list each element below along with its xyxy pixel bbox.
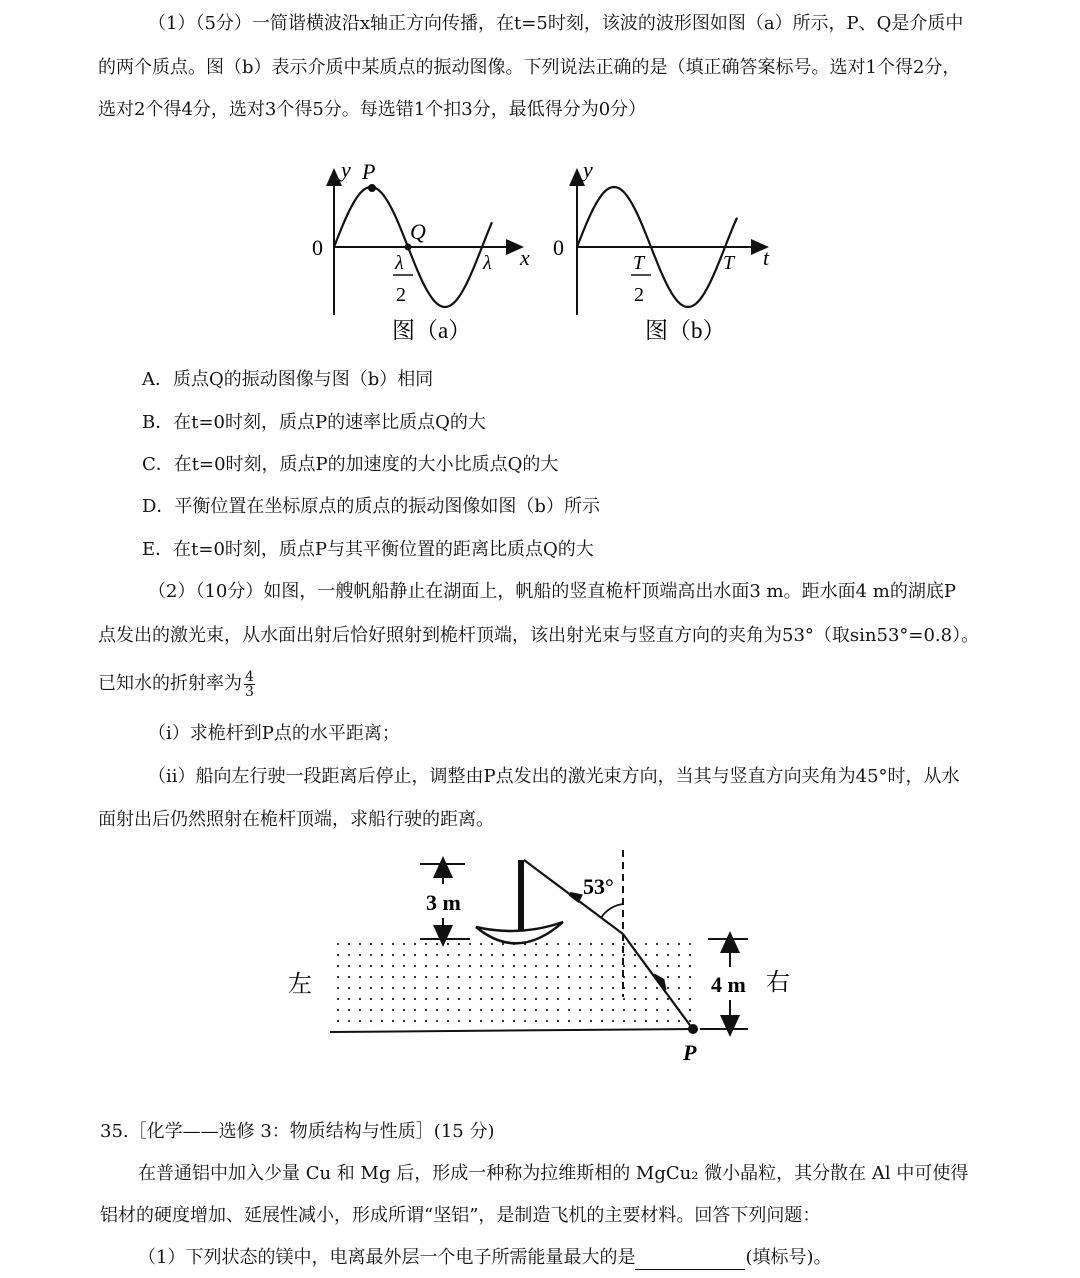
lambda-label: λ: [483, 252, 492, 274]
y-label-a: y: [341, 157, 351, 182]
fraction-numerator: 4: [245, 668, 254, 685]
q35-sub-1-text: （1）下列状态的镁中，电离最外层一个电子所需能量最大的是: [138, 1247, 636, 1268]
boat-laser-figure: [280, 842, 800, 1070]
q2-line-1: （2）（10分）如图，一艘帆船静止在湖面上，帆船的竖直桅杆顶端高出水面3 m。距水面4 m的湖底P: [148, 581, 956, 602]
option-e: E．在t=0时刻，质点P与其平衡位置的距离比质点Q的大: [142, 539, 594, 560]
water-region: [330, 937, 695, 1030]
right-label: 右: [766, 970, 790, 996]
q1-line-3: 选对2个得4分，选对3个得5分。每选错1个扣3分，最低得分为0分）: [98, 99, 647, 120]
wave-figure-a: [300, 155, 550, 350]
half-t-num: T: [633, 252, 645, 274]
q2-line-3-text: 已知水的折射率为: [98, 673, 242, 694]
point-p-bottom-label: P: [683, 1040, 697, 1065]
option-a: A．质点Q的振动图像与图（b）相同: [142, 369, 434, 390]
ray-arrow-air: [570, 894, 580, 900]
answer-blank[interactable]: [635, 1251, 745, 1270]
point-p-bottom: [688, 1024, 698, 1034]
origin-label-b: 0: [553, 235, 564, 260]
half-lambda-num: λ: [395, 252, 404, 274]
q35-sub-1: [138, 1246, 832, 1270]
option-d: D．平衡位置在坐标原点的质点的振动图像如图（b）所示: [142, 496, 600, 517]
q2-sub-ii-line-2: 面射出后仍然照射在桅杆顶端，求船行驶的距离。: [98, 809, 494, 830]
option-c: C．在t=0时刻，质点P的加速度的大小比质点Q的大: [142, 454, 559, 475]
point-q-label: Q: [410, 219, 426, 244]
q35-title: 35.［化学——选修 3：物质结构与性质］(15 分): [100, 1121, 495, 1142]
caption-b: 图（b）: [645, 318, 726, 343]
point-p-dot: [368, 184, 376, 192]
depth-label: 4 m: [711, 972, 746, 997]
q2-sub-ii-line-1: （ii）船向左行驶一段距离后停止，调整由P点发出的激光束方向，当其与竖直方向夹角为45°时，从水: [148, 766, 960, 787]
q2-sub-i: （i）求桅杆到P点的水平距离；: [148, 723, 400, 744]
x-label-a: x: [520, 245, 530, 270]
q35-sub-1-suffix: (填标号)。: [745, 1247, 832, 1268]
period-label: T: [723, 252, 735, 274]
point-p-label: P: [362, 159, 376, 184]
caption-a: 图（a）: [392, 318, 472, 343]
q2-line-2: 点发出的激光束，从水面出射后恰好照射到桅杆顶端，该出射光束与竖直方向的夹角为53°（取sin53°=0.8）。: [98, 625, 980, 646]
option-b: B．在t=0时刻，质点P的速率比质点Q的大: [142, 412, 486, 433]
y-label-b: y: [583, 157, 593, 182]
q1-line-2: 的两个质点。图（b）表示介质中某质点的振动图像。下列说法正确的是（填正确答案标号。选对1个得2分，: [98, 57, 961, 78]
point-q-dot: [405, 244, 412, 251]
fraction-denominator: 3: [245, 683, 254, 700]
half-t-den: 2: [634, 284, 644, 306]
vibration-figure-b: [545, 155, 795, 350]
refractive-index-fraction: [244, 670, 255, 699]
q35-para-line-2: 铝材的硬度增加、延展性减小，形成所谓“坚铝”，是制造飞机的主要材料。回答下列问题：: [100, 1205, 821, 1226]
q35-para-line-1: 在普通铝中加入少量 Cu 和 Mg 后，形成一种称为拉维斯相的 MgCu₂ 微小晶粒，其分散在 Al 中可使得: [138, 1163, 969, 1184]
origin-label-a: 0: [312, 235, 323, 260]
angle-arc: [601, 904, 623, 918]
q1-line-1: （1）（5分）一简谐横波沿x轴正方向传播，在t=5时刻，该波的波形图如图（a）所示，P、Q是介质中: [148, 13, 964, 34]
angle-label: 53°: [583, 874, 614, 899]
left-label: 左: [288, 972, 312, 998]
half-lambda-den: 2: [396, 284, 406, 306]
height-label: 3 m: [426, 890, 461, 915]
t-label-b: t: [763, 245, 770, 270]
q2-line-3: [98, 665, 255, 703]
